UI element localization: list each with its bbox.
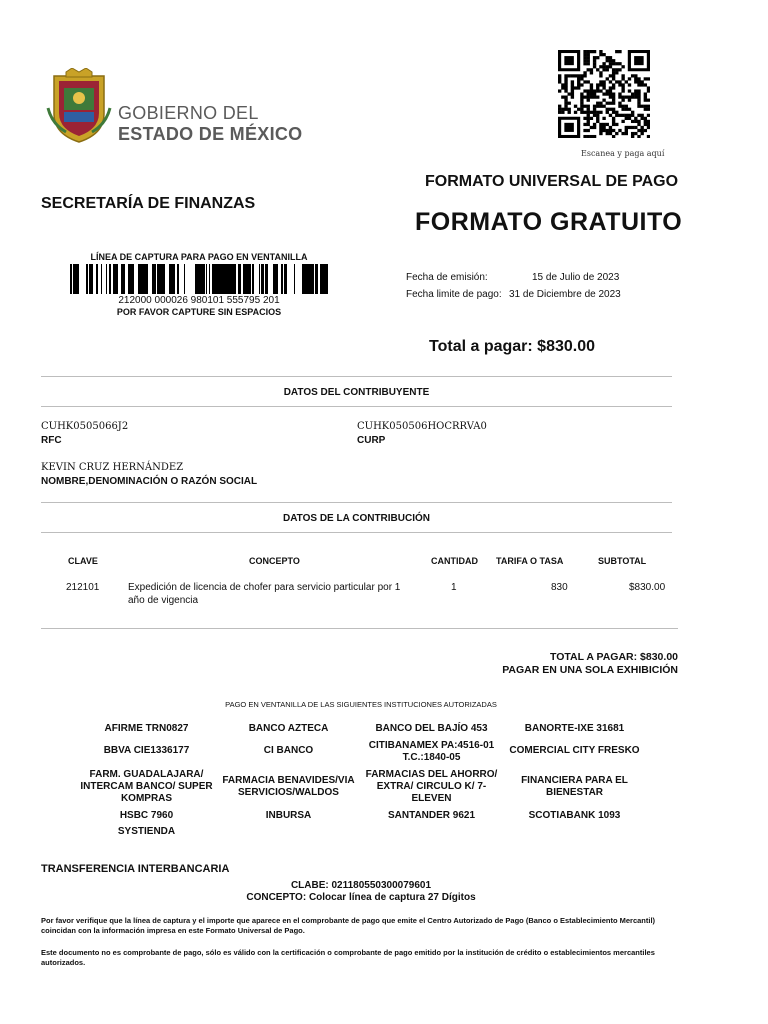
- divider: [41, 628, 678, 629]
- row-tarifa: 830: [551, 582, 568, 593]
- divider: [41, 406, 672, 407]
- estado-mexico-seal: [46, 68, 112, 144]
- institution-santander: SANTANDER 9621: [387, 810, 476, 821]
- divider: [41, 532, 672, 533]
- total-top: Total a pagar: $830.00: [429, 338, 595, 355]
- col-header-subtotal: SUBTOTAL: [598, 556, 647, 566]
- institution-scotiabank: SCOTIABANK 1093: [528, 810, 621, 821]
- transfer-concepto: CONCEPTO: Colocar línea de captura 27 Dígitos: [246, 892, 476, 903]
- institutions-title: PAGO EN VENTANILLA DE LAS SIGUIENTES INSTITUCIONES AUTORIZADAS: [225, 700, 497, 709]
- col-header-concepto: CONCEPTO: [249, 556, 300, 566]
- divider: [41, 376, 672, 377]
- institution-afirme: AFIRME TRN0827: [104, 723, 189, 734]
- gov-name-line2: ESTADO DE MÉXICO: [118, 124, 303, 144]
- institution-ahorro: FARMACIAS DEL AHORRO/ EXTRA/ CIRCULO K/ 7-ELEVEN: [365, 769, 498, 804]
- transfer-clabe: CLABE: 021180550300079601: [290, 880, 432, 891]
- limit-date-label: Fecha limite de pago:: [406, 289, 502, 300]
- contribucion-section-title: DATOS DE LA CONTRIBUCIÓN: [282, 513, 431, 524]
- row-subtotal: $830.00: [629, 582, 666, 593]
- transfer-title: TRANSFERENCIA INTERBANCARIA: [41, 863, 230, 875]
- institution-bbva: BBVA CIE1336177: [103, 745, 190, 756]
- emission-date-value: 15 de Julio de 2023: [532, 272, 620, 283]
- institution-banco-azteca: BANCO AZTECA: [248, 723, 329, 734]
- rfc-value: CUHK0505066J2: [41, 421, 129, 432]
- institution-citibanamex: CITIBANAMEX PA:4516-01 T.C.:1840-05: [368, 740, 495, 763]
- divider: [41, 502, 672, 503]
- institution-hsbc: HSBC 7960: [119, 810, 174, 821]
- institution-inbursa: INBURSA: [265, 810, 312, 821]
- col-header-clave: CLAVE: [68, 556, 98, 566]
- curp-label: CURP: [357, 435, 386, 446]
- secretaria-title: SECRETARÍA DE FINANZAS: [41, 195, 256, 212]
- limit-date-value: 31 de Diciembre de 2023: [509, 289, 621, 300]
- col-header-cantidad: CANTIDAD: [431, 556, 478, 566]
- contribuyente-section-title: DATOS DEL CONTRIBUYENTE: [283, 387, 430, 398]
- single-payment-note: PAGAR EN UNA SOLA EXHIBICIÓN: [502, 664, 678, 676]
- qr-code: [558, 50, 650, 138]
- institution-farm-guadalajara: FARM. GUADALAJARA/ INTERCAM BANCO/ SUPER KOMPRAS: [80, 769, 213, 804]
- institution-financiera: FINANCIERA PARA EL BIENESTAR: [521, 775, 628, 798]
- institution-ci-banco: CI BANCO: [263, 745, 314, 756]
- institution-banorte: BANORTE-IXE 31681: [524, 723, 625, 734]
- row-concepto: Expedición de licencia de chofer para servicio particular por 1 año de vigencia: [128, 582, 401, 606]
- curp-value: CUHK050506HOCRRVA0: [357, 421, 487, 432]
- validity-note: Este documento no es comprobante de pago, sólo es válido con la certificación o comprobante de pago emitido por la institución de crédito o establecimientos mercantiles autorizados.: [41, 948, 655, 967]
- institution-bajio: BANCO DEL BAJÍO 453: [375, 723, 488, 734]
- total-bottom: TOTAL A PAGAR: $830.00: [550, 651, 678, 663]
- institution-benavides: FARMACIA BENAVIDES/VIA SERVICIOS/WALDOS: [222, 775, 355, 798]
- format-title: FORMATO UNIVERSAL DE PAGO: [425, 173, 679, 190]
- row-clave: 212101: [66, 582, 100, 593]
- institution-systienda: SYSTIENDA: [117, 826, 176, 837]
- col-header-tarifa: TARIFA O TASA: [496, 556, 564, 566]
- barcode-title: LÍNEA DE CAPTURA PARA PAGO EN VENTANILLA: [90, 252, 308, 262]
- rfc-label: RFC: [41, 435, 62, 446]
- gov-name-line1: GOBIERNO DEL: [118, 103, 259, 123]
- barcode: [70, 264, 328, 294]
- row-cantidad: 1: [451, 582, 457, 593]
- name-value: KEVIN CRUZ HERNÁNDEZ: [41, 462, 184, 473]
- barcode-number: 212000 000026 980101 555795 201: [118, 295, 280, 306]
- emission-date-label: Fecha de emisión:: [406, 272, 488, 283]
- format-type: FORMATO GRATUITO: [415, 208, 683, 236]
- barcode-note: POR FAVOR CAPTURE SIN ESPACIOS: [116, 307, 282, 317]
- institution-city-fresko: COMERCIAL CITY FRESKO: [509, 745, 640, 756]
- name-label: NOMBRE,DENOMINACIÓN O RAZÓN SOCIAL: [41, 476, 258, 487]
- qr-caption: Escanea y paga aquí: [581, 149, 665, 158]
- verification-note: Por favor verifique que la línea de captura y el importe que aparece en el comprobante de pago que emite el Centro Autorizado de Pago (Banco o Establecimiento Mercantil) coincidan con la información impresa en este Formato Universal de Pago.: [41, 916, 656, 935]
